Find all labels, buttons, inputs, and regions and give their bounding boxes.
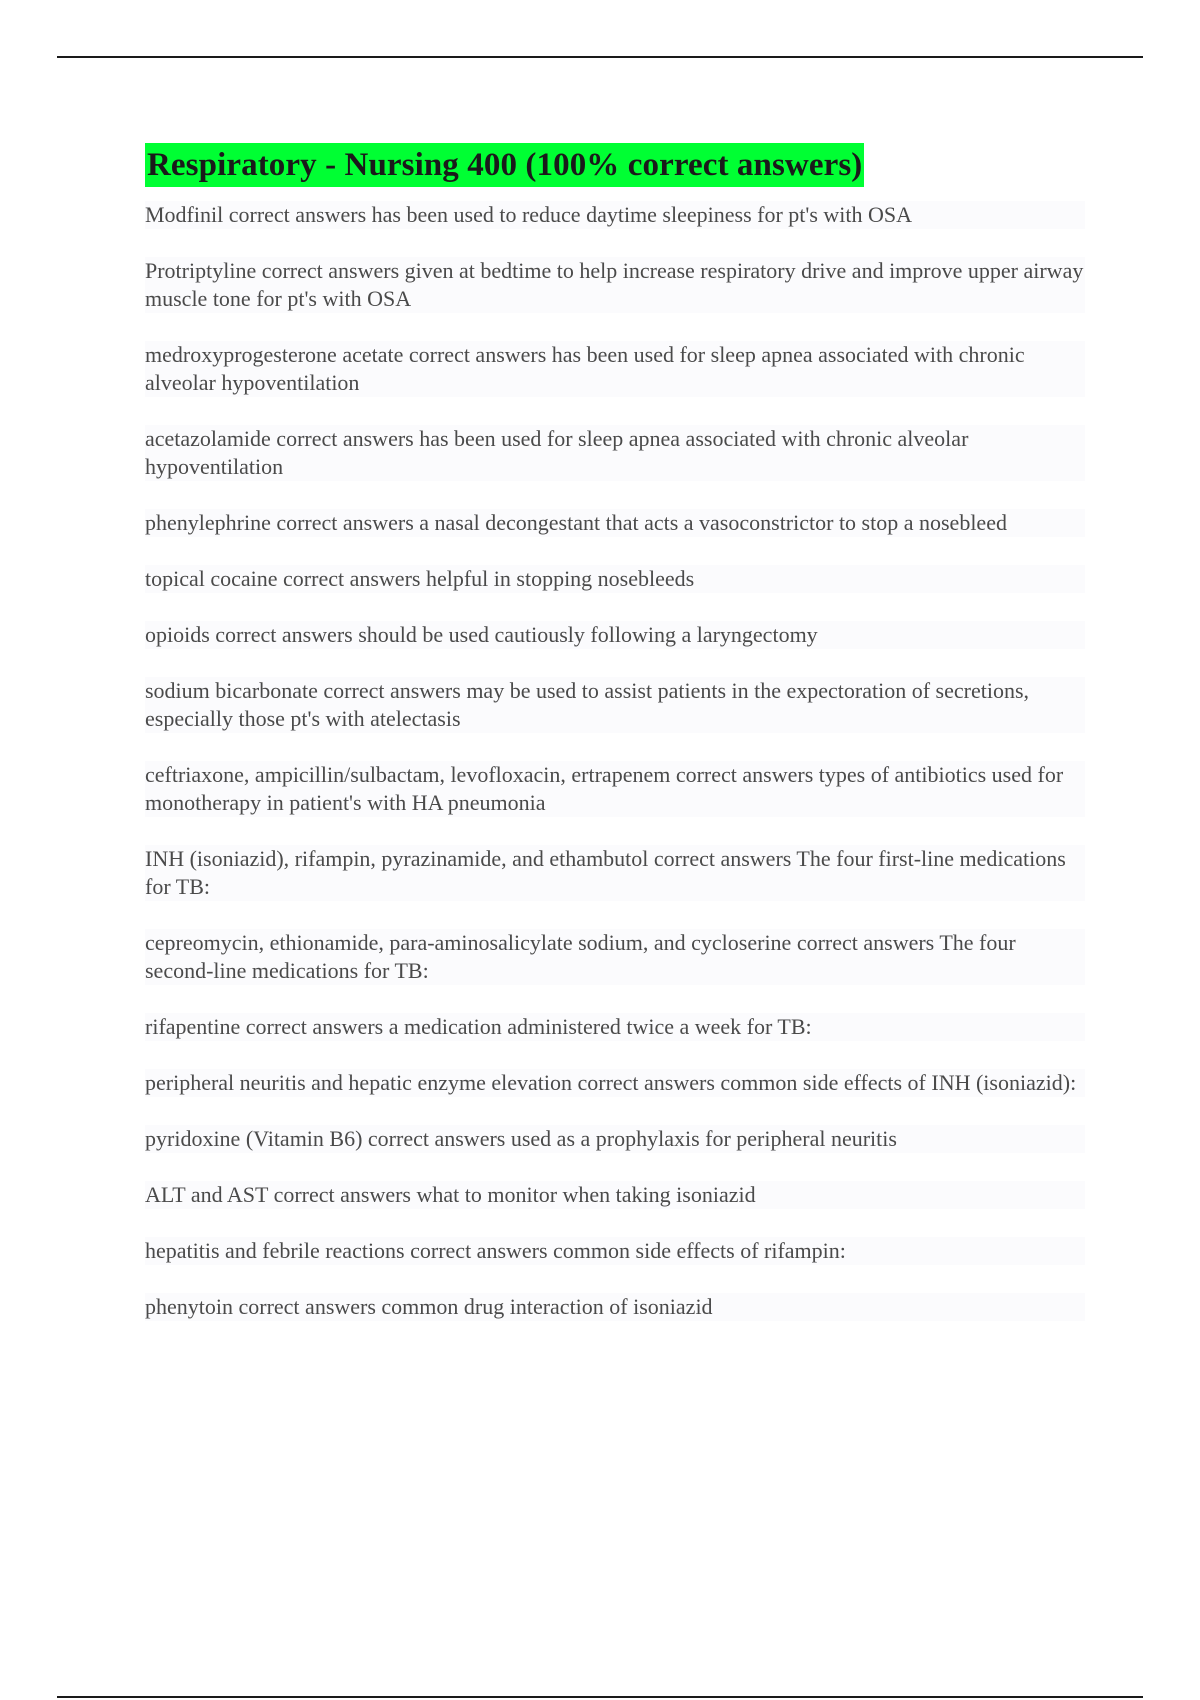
qa-entry: INH (isoniazid), rifampin, pyrazinamide, and ethambutol correct answers The four first-line medications for TB: (145, 845, 1085, 901)
bottom-rule (57, 1696, 1143, 1698)
qa-entry: peripheral neuritis and hepatic enzyme elevation correct answers common side effects of INH (isoniazid): (145, 1069, 1085, 1097)
qa-entry: medroxyprogesterone acetate correct answers has been used for sleep apnea associated with chronic alveolar hypoventilation (145, 341, 1085, 397)
qa-entry: rifapentine correct answers a medication administered twice a week for TB: (145, 1013, 1085, 1041)
qa-entry: Protriptyline correct answers given at bedtime to help increase respiratory drive and improve upper airway muscle tone for pt's with OSA (145, 258, 1084, 311)
qa-entry: hepatitis and febrile reactions correct answers common side effects of rifampin: (145, 1237, 1085, 1265)
qa-entry: opioids correct answers should be used cautiously following a laryngectomy (145, 621, 1085, 649)
qa-entry: phenylephrine correct answers a nasal decongestant that acts a vasoconstrictor to stop a nosebleed (145, 509, 1085, 537)
document-title: Respiratory - Nursing 400 (100% correct answers) (145, 143, 864, 187)
qa-entry: acetazolamide correct answers has been used for sleep apnea associated with chronic alveolar hypoventilation (145, 425, 1085, 481)
qa-entry: pyridoxine (Vitamin B6) correct answers used as a prophylaxis for peripheral neuritis (145, 1125, 1085, 1153)
qa-entry: ALT and AST correct answers what to monitor when taking isoniazid (145, 1181, 1085, 1209)
qa-entry: phenytoin correct answers common drug interaction of isoniazid (145, 1293, 1085, 1321)
top-rule (57, 56, 1143, 58)
qa-entry: topical cocaine correct answers helpful in stopping nosebleeds (145, 565, 1085, 593)
qa-list (145, 201, 1085, 1321)
document-body (145, 143, 1085, 1349)
qa-entry: ceftriaxone, ampicillin/sulbactam, levofloxacin, ertrapenem correct answers types of antibiotics used for monotherapy in patient's with HA pneumonia (145, 761, 1085, 817)
qa-entry: sodium bicarbonate correct answers may be used to assist patients in the expectoration of secretions, especially those pt's with atelectasis (145, 677, 1085, 733)
qa-entry: Modfinil correct answers has been used to reduce daytime sleepiness for pt's with OSA (145, 201, 1085, 229)
qa-entry: cepreomycin, ethionamide, para-aminosalicylate sodium, and cycloserine correct answers The four second-line medications for TB: (145, 929, 1085, 985)
